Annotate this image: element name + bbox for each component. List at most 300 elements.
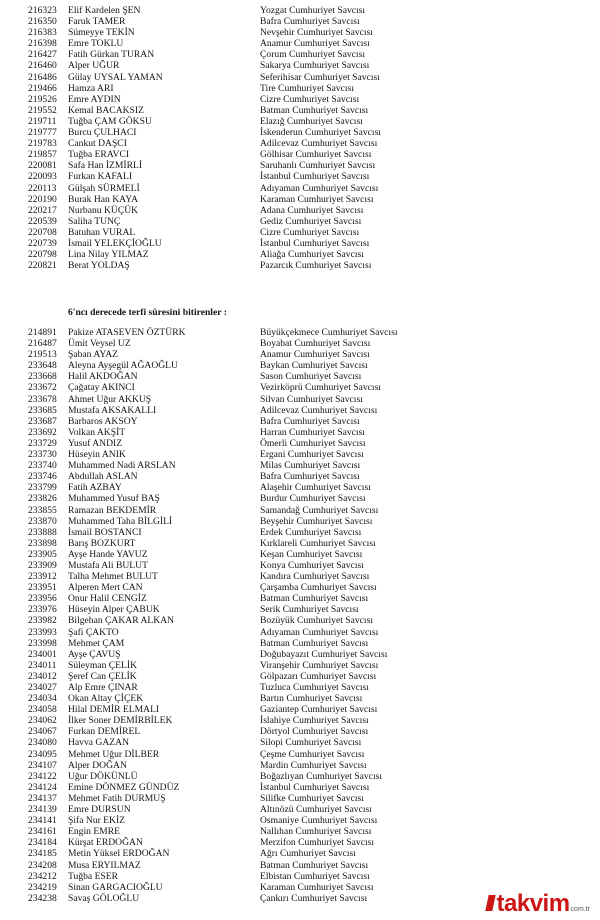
- record-title: Bafra Cumhuriyet Savcısı: [260, 16, 360, 28]
- record-title: Ömerli Cumhuriyet Savcısı: [260, 437, 366, 449]
- record-title: İslahiye Cumhuriyet Savcısı: [260, 715, 369, 727]
- record-name: Onur Halil CENGİZ: [68, 593, 147, 605]
- record-name: Lina Nilay YILMAZ: [68, 249, 149, 261]
- record-name: Batuhan VURAL: [68, 226, 136, 238]
- record-row: [0, 493, 600, 504]
- record-name: Elif Kardelen ŞEN: [68, 5, 141, 16]
- record-title: Boğazlıyan Cumhuriyet Savcısı: [260, 770, 383, 782]
- record-name: Volkan AKŞİT: [68, 426, 126, 438]
- record-name: Alperen Mert CAN: [68, 582, 143, 594]
- record-name: Saliha TUNÇ: [68, 215, 121, 227]
- record-row: [0, 438, 600, 449]
- record-row: [0, 749, 600, 760]
- record-name: Okan Altay ÇİÇEK: [68, 693, 144, 705]
- record-title: Büyükçekmece Cumhuriyet Savcısı: [260, 327, 398, 338]
- record-name: Muhammed Yusuf BAŞ: [68, 493, 160, 505]
- record-number: 220113: [28, 182, 57, 194]
- record-row: [0, 183, 600, 194]
- record-name: Kürşat ERDOĞAN: [68, 837, 143, 849]
- record-title: Saruhanlı Cumhuriyet Savcısı: [260, 160, 376, 172]
- record-row: [0, 83, 600, 94]
- record-row: [0, 249, 600, 260]
- record-number: 234034: [28, 693, 57, 705]
- record-title: Çankırı Cumhuriyet Savcısı: [260, 892, 368, 904]
- record-title: Konya Cumhuriyet Savcısı: [260, 559, 364, 571]
- record-title: Sakarya Cumhuriyet Savcısı: [260, 60, 370, 72]
- record-name: Süleyman ÇELİK: [68, 659, 138, 671]
- record-row: [0, 416, 600, 427]
- record-number: 234067: [28, 726, 57, 738]
- record-title: Karaman Cumhuriyet Savcısı: [260, 881, 374, 893]
- record-title: Batman Cumhuriyet Savcısı: [260, 637, 369, 649]
- record-title: Cizre Cumhuriyet Savcısı: [260, 93, 360, 105]
- record-title: Batman Cumhuriyet Savcısı: [260, 104, 369, 116]
- record-row: [0, 349, 600, 360]
- record-number: 216487: [28, 338, 57, 350]
- record-title: Silopi Cumhuriyet Savcısı: [260, 737, 362, 749]
- record-title: Çarşamba Cumhuriyet Savcısı: [260, 582, 377, 594]
- record-title: Ağrı Cumhuriyet Savcısı: [260, 848, 356, 860]
- record-name: Şaban AYAZ: [68, 349, 119, 361]
- record-row: [0, 49, 600, 60]
- takvim-watermark: [487, 892, 591, 916]
- record-number: 233855: [28, 504, 57, 516]
- record-number: 233799: [28, 482, 57, 494]
- record-name: Bilgehan ÇAKAR ALKAN: [68, 615, 175, 627]
- record-name: Muhammed Taha BİLGİLİ: [68, 515, 173, 527]
- record-name: Nurbanu KÜÇÜK: [68, 204, 139, 216]
- record-title: Milas Cumhuriyet Savcısı: [260, 460, 361, 472]
- record-name: Hüseyin ANIK: [68, 449, 126, 461]
- record-number: 233976: [28, 604, 57, 616]
- record-number: 233870: [28, 515, 57, 527]
- record-row: [0, 382, 600, 393]
- record-number: 214891: [28, 327, 57, 338]
- record-name: Alp Emre ÇINAR: [68, 682, 138, 693]
- record-name: Şeref Can ÇELİK: [68, 670, 137, 682]
- record-title: Aliağa Cumhuriyet Savcısı: [260, 249, 364, 261]
- record-number: 234080: [28, 737, 57, 749]
- record-number: 233730: [28, 449, 57, 461]
- record-row: [0, 16, 600, 27]
- record-row: [0, 505, 600, 516]
- record-title: Yozgat Cumhuriyet Savcısı: [260, 5, 366, 16]
- record-row: [0, 649, 600, 660]
- record-name: Emre AYDIN: [68, 93, 121, 105]
- takvim-logo: takvim: [487, 892, 570, 916]
- record-row: [0, 38, 600, 49]
- record-title: Bozüyük Cumhuriyet Savcısı: [260, 615, 373, 627]
- record-number: 233687: [28, 415, 57, 427]
- record-number: 220539: [28, 215, 57, 227]
- record-row: [0, 660, 600, 671]
- record-name: Gülşah SÜRMELİ: [68, 182, 140, 194]
- record-title: Altınözü Cumhuriyet Savcısı: [260, 804, 372, 816]
- record-number: 234095: [28, 748, 57, 760]
- record-title: Vezirköprü Cumhuriyet Savcısı: [260, 382, 381, 394]
- record-title: İskenderun Cumhuriyet Savcısı: [260, 127, 381, 139]
- record-name: Yusuf ANDIZ: [68, 437, 123, 449]
- record-number: 233956: [28, 593, 57, 605]
- record-row: [0, 394, 600, 405]
- record-row: [0, 848, 600, 859]
- record-name: Halil AKDOĞAN: [68, 371, 138, 383]
- record-number: 233998: [28, 637, 57, 649]
- record-name: Mehmet ÇAM: [68, 637, 125, 649]
- record-row: [0, 227, 600, 238]
- record-title: Osmaniye Cumhuriyet Savcısı: [260, 815, 378, 827]
- record-title: Nallıhan Cumhuriyet Savcısı: [260, 826, 372, 838]
- record-row: [0, 449, 600, 460]
- record-title: Boyabat Cumhuriyet Savcısı: [260, 338, 371, 350]
- record-row: [0, 371, 600, 382]
- record-row: [0, 704, 600, 715]
- record-row: [0, 693, 600, 704]
- record-number: 220190: [28, 193, 57, 205]
- record-number: 234219: [28, 881, 57, 893]
- record-name: Gülay UYSAL YAMAN: [68, 71, 163, 83]
- record-row: [0, 538, 600, 549]
- record-name: Engin EMRE: [68, 826, 120, 838]
- record-title: Seferihisar Cumhuriyet Savcısı: [260, 71, 380, 83]
- record-number: 216427: [28, 49, 57, 61]
- record-row: [0, 127, 600, 138]
- record-name: Faruk TAMER: [68, 16, 126, 28]
- record-title: Kırklareli Cumhuriyet Savcısı: [260, 537, 376, 549]
- record-name: Sinan GARGACIOĞLU: [68, 881, 163, 893]
- record-name: Tuğba ÇAM GÖKSU: [68, 115, 152, 127]
- record-title: Dörtyol Cumhuriyet Savcısı: [260, 726, 369, 738]
- record-number: 234001: [28, 648, 57, 660]
- record-name: Hilal DEMİR ELMALI: [68, 704, 160, 716]
- record-title: Silifke Cumhuriyet Savcısı: [260, 792, 364, 804]
- record-number: 234161: [28, 826, 57, 838]
- record-title: Alaşehir Cumhuriyet Savcısı: [260, 482, 371, 494]
- record-row: [0, 460, 600, 471]
- record-number: 233909: [28, 559, 57, 571]
- record-title: Gediz Cumhuriyet Savcısı: [260, 215, 362, 227]
- record-number: 233668: [28, 371, 57, 383]
- record-title: Nevşehir Cumhuriyet Savcısı: [260, 27, 373, 39]
- record-name: Ayşe ÇAVUŞ: [68, 648, 121, 660]
- bottom-record-list: [0, 327, 600, 904]
- record-title: Anamur Cumhuriyet Savcısı: [260, 349, 370, 361]
- record-title: Gölhisar Cumhuriyet Savcısı: [260, 149, 372, 161]
- record-title: Çeşme Cumhuriyet Savcısı: [260, 748, 365, 760]
- record-row: [0, 149, 600, 160]
- record-name: Burcu ÇULHACI: [68, 127, 137, 139]
- record-number: 216398: [28, 38, 57, 50]
- record-row: [0, 671, 600, 682]
- section-heading: 6'ncı derecede terfi süresini bitirenler :: [68, 307, 227, 318]
- record-number: 233740: [28, 460, 57, 472]
- record-name: Çağatay AKINCI: [68, 382, 135, 394]
- record-title: Bafra Cumhuriyet Savcısı: [260, 415, 360, 427]
- record-number: 234027: [28, 682, 57, 693]
- record-number: 233951: [28, 582, 57, 594]
- record-title: Elazığ Cumhuriyet Savcısı: [260, 115, 363, 127]
- record-number: 234124: [28, 781, 57, 793]
- record-name: İlker Soner DEMİRBİLEK: [68, 715, 173, 727]
- record-number: 234212: [28, 870, 57, 882]
- record-row: [0, 516, 600, 527]
- record-title: Doğubayazıt Cumhuriyet Savcısı: [260, 648, 388, 660]
- record-row: [0, 560, 600, 571]
- record-row: [0, 638, 600, 649]
- record-title: Harran Cumhuriyet Savcısı: [260, 426, 365, 438]
- record-row: [0, 571, 600, 582]
- record-row: [0, 205, 600, 216]
- record-row: [0, 160, 600, 171]
- record-title: Erdek Cumhuriyet Savcısı: [260, 526, 362, 538]
- record-number: 233912: [28, 571, 57, 583]
- record-number: 220798: [28, 249, 57, 261]
- record-row: [0, 715, 600, 726]
- record-row: [0, 726, 600, 737]
- record-number: 234058: [28, 704, 57, 716]
- record-number: 233898: [28, 537, 57, 549]
- record-title: Keşan Cumhuriyet Savcısı: [260, 548, 363, 560]
- record-name: Sümeyye TEKİN: [68, 27, 135, 39]
- record-name: Barbaros AKSOY: [68, 415, 138, 427]
- record-name: Savaş GÖLOĞLU: [68, 892, 140, 904]
- record-name: Kemal BACAKSIZ: [68, 104, 144, 116]
- record-title: Serik Cumhuriyet Savcısı: [260, 604, 359, 616]
- record-row: [0, 116, 600, 127]
- record-number: 234122: [28, 770, 57, 782]
- record-row: [0, 604, 600, 615]
- record-number: 216383: [28, 27, 57, 39]
- record-row: [0, 194, 600, 205]
- record-title: Tuzluca Cumhuriyet Savcısı: [260, 682, 369, 693]
- record-title: Silvan Cumhuriyet Savcısı: [260, 393, 363, 405]
- record-name: Ramazan BEKDEMİR: [68, 504, 157, 516]
- record-title: Çorum Cumhuriyet Savcısı: [260, 49, 365, 61]
- record-name: Furkan DEMİREL: [68, 726, 141, 738]
- record-title: Sason Cumhuriyet Savcısı: [260, 371, 362, 383]
- record-name: Alper DOĞAN: [68, 759, 127, 771]
- record-row: [0, 826, 600, 837]
- record-name: Tuğba ESER: [68, 870, 119, 882]
- record-row: [0, 5, 600, 16]
- record-name: Mustafa AKSAKALLI: [68, 404, 157, 416]
- record-number: 219777: [28, 127, 57, 139]
- record-row: [0, 871, 600, 882]
- record-number: 234012: [28, 670, 57, 682]
- record-row: [0, 260, 600, 271]
- record-row: [0, 615, 600, 626]
- record-name: Fatih Gürkan TURAN: [68, 49, 155, 61]
- record-number: 234011: [28, 659, 57, 671]
- record-row: [0, 360, 600, 371]
- record-row: [0, 60, 600, 71]
- record-name: Havva GAZAN: [68, 737, 130, 749]
- record-title: İstanbul Cumhuriyet Savcısı: [260, 237, 370, 249]
- record-title: Adilcevaz Cumhuriyet Savcısı: [260, 138, 378, 150]
- record-name: Ayşe Hande YAVUZ: [68, 548, 148, 560]
- record-title: İstanbul Cumhuriyet Savcısı: [260, 171, 370, 183]
- record-title: Bafra Cumhuriyet Savcısı: [260, 471, 360, 483]
- record-title: Gölpazarı Cumhuriyet Savcısı: [260, 670, 377, 682]
- record-title: Tire Cumhuriyet Savcısı: [260, 82, 354, 94]
- record-number: 216460: [28, 60, 57, 72]
- record-title: Gaziantep Cumhuriyet Savcısı: [260, 704, 378, 716]
- top-record-list: [0, 5, 600, 271]
- record-title: Adana Cumhuriyet Savcısı: [260, 204, 364, 216]
- record-name: Furkan KAFALI: [68, 171, 133, 183]
- record-row: [0, 482, 600, 493]
- record-name: Talha Mehmet BULUT: [68, 571, 158, 583]
- record-name: Emre TOKLU: [68, 38, 124, 50]
- record-title: Burdur Cumhuriyet Savcısı: [260, 493, 366, 505]
- record-title: Kandıra Cumhuriyet Savcısı: [260, 571, 370, 583]
- record-row: [0, 527, 600, 538]
- record-row: [0, 549, 600, 560]
- record-name: Safa Han İZMİRLİ: [68, 160, 143, 172]
- record-number: 219857: [28, 149, 57, 161]
- record-name: Uğur DÖKÜNLÜ: [68, 770, 138, 782]
- record-name: Aleyna Ayşegül AĞAOĞLU: [68, 360, 178, 372]
- record-row: [0, 238, 600, 249]
- record-row: [0, 27, 600, 38]
- record-name: Muhammed Nadi ARSLAN: [68, 460, 176, 472]
- record-number: 219526: [28, 93, 57, 105]
- record-number: 234062: [28, 715, 57, 727]
- record-row: [0, 860, 600, 871]
- record-number: 233905: [28, 548, 57, 560]
- record-row: [0, 471, 600, 482]
- record-name: Alper UĞUR: [68, 60, 120, 72]
- record-name: Ümit Veysel UZ: [68, 338, 131, 350]
- record-number: 233672: [28, 382, 57, 394]
- record-title: Samandağ Cumhuriyet Savcısı: [260, 504, 379, 516]
- record-name: Ahmet Uğur AKKUŞ: [68, 393, 152, 405]
- record-row: [0, 138, 600, 149]
- record-title: Ergani Cumhuriyet Savcısı: [260, 449, 364, 461]
- record-number: 233993: [28, 626, 57, 638]
- record-name: Mustafa Ali BULUT: [68, 559, 148, 571]
- record-row: [0, 327, 600, 338]
- record-number: 219552: [28, 104, 57, 116]
- record-row: [0, 793, 600, 804]
- record-name: Şifa Nur EKİZ: [68, 815, 126, 827]
- record-name: Emre DURSUN: [68, 804, 131, 816]
- takvim-domain: com.tr: [570, 906, 590, 913]
- record-title: Elbistan Cumhuriyet Savcısı: [260, 870, 370, 882]
- record-title: Pazarcık Cumhuriyet Savcısı: [260, 260, 372, 272]
- record-number: 219783: [28, 138, 57, 150]
- record-row: [0, 682, 600, 693]
- record-number: 234184: [28, 837, 57, 849]
- record-number: 220093: [28, 171, 57, 183]
- record-title: Karaman Cumhuriyet Savcısı: [260, 193, 374, 205]
- record-title: Merzifon Cumhuriyet Savcısı: [260, 837, 375, 849]
- record-number: 234137: [28, 792, 57, 804]
- record-row: [0, 405, 600, 416]
- record-row: [0, 627, 600, 638]
- record-title: Batman Cumhuriyet Savcısı: [260, 859, 369, 871]
- record-number: 234185: [28, 848, 57, 860]
- record-title: Baykan Cumhuriyet Savcısı: [260, 360, 368, 372]
- record-title: Anamur Cumhuriyet Savcısı: [260, 38, 370, 50]
- record-title: Batman Cumhuriyet Savcısı: [260, 593, 369, 605]
- record-title: Viranşehir Cumhuriyet Savcısı: [260, 659, 379, 671]
- record-row: [0, 338, 600, 349]
- record-number: 234107: [28, 759, 57, 771]
- record-name: İsmail BOSTANCI: [68, 526, 142, 538]
- record-title: Bartın Cumhuriyet Savcısı: [260, 693, 363, 705]
- record-number: 219513: [28, 349, 57, 361]
- record-row: [0, 737, 600, 748]
- record-name: Fatih AZBAY: [68, 482, 122, 494]
- record-number: 216350: [28, 16, 57, 28]
- record-name: Şafi ÇAKTO: [68, 626, 119, 638]
- record-name: Hüseyin Alper ÇABUK: [68, 604, 160, 616]
- record-number: 233692: [28, 426, 57, 438]
- record-number: 233648: [28, 360, 57, 372]
- record-row: [0, 804, 600, 815]
- record-row: [0, 216, 600, 227]
- record-number: 233982: [28, 615, 57, 627]
- record-title: İstanbul Cumhuriyet Savcısı: [260, 781, 370, 793]
- record-name: Barış BOZKURT: [68, 537, 136, 549]
- record-number: 234238: [28, 892, 57, 904]
- record-title: Beyşehir Cumhuriyet Savcısı: [260, 515, 373, 527]
- record-number: 234141: [28, 815, 57, 827]
- record-row: [0, 593, 600, 604]
- record-title: Cizre Cumhuriyet Savcısı: [260, 226, 360, 238]
- record-number: 234139: [28, 804, 57, 816]
- record-name: Metin Yüksel ERDOĞAN: [68, 848, 170, 860]
- record-row: [0, 782, 600, 793]
- record-row: [0, 815, 600, 826]
- record-title: Adıyaman Cumhuriyet Savcısı: [260, 182, 379, 194]
- record-row: [0, 837, 600, 848]
- record-number: 220081: [28, 160, 57, 172]
- record-name: Abdullah ASLAN: [68, 471, 138, 483]
- record-name: Tuğba ERAVCI: [68, 149, 130, 161]
- record-number: 233746: [28, 471, 57, 483]
- record-row: [0, 171, 600, 182]
- record-name: Cankut DAŞCI: [68, 138, 127, 150]
- record-name: Berat YOLDAŞ: [68, 260, 130, 272]
- record-name: Burak Han KAYA: [68, 193, 138, 205]
- record-name: Pakize ATASEVEN ÖZTÜRK: [68, 327, 186, 338]
- record-number: 220217: [28, 204, 57, 216]
- record-number: 233888: [28, 526, 57, 538]
- record-number: 233826: [28, 493, 57, 505]
- record-number: 216486: [28, 71, 57, 83]
- record-row: [0, 72, 600, 83]
- record-number: 233685: [28, 404, 57, 416]
- record-row: [0, 760, 600, 771]
- record-title: Adıyaman Cumhuriyet Savcısı: [260, 626, 379, 638]
- record-row: [0, 771, 600, 782]
- record-number: 219711: [28, 115, 57, 127]
- record-number: 234208: [28, 859, 57, 871]
- record-name: Emine DÖNMEZ GÜNDÜZ: [68, 781, 180, 793]
- record-number: 219466: [28, 82, 57, 94]
- record-number: 233678: [28, 393, 57, 405]
- record-number: 216323: [28, 5, 57, 16]
- record-number: 233729: [28, 437, 57, 449]
- record-name: Hamza ARI: [68, 82, 114, 94]
- record-title: Adilcevaz Cumhuriyet Savcısı: [260, 404, 378, 416]
- record-row: [0, 427, 600, 438]
- record-row: [0, 94, 600, 105]
- record-name: İsmail YELEKÇİOĞLU: [68, 237, 162, 249]
- record-row: [0, 105, 600, 116]
